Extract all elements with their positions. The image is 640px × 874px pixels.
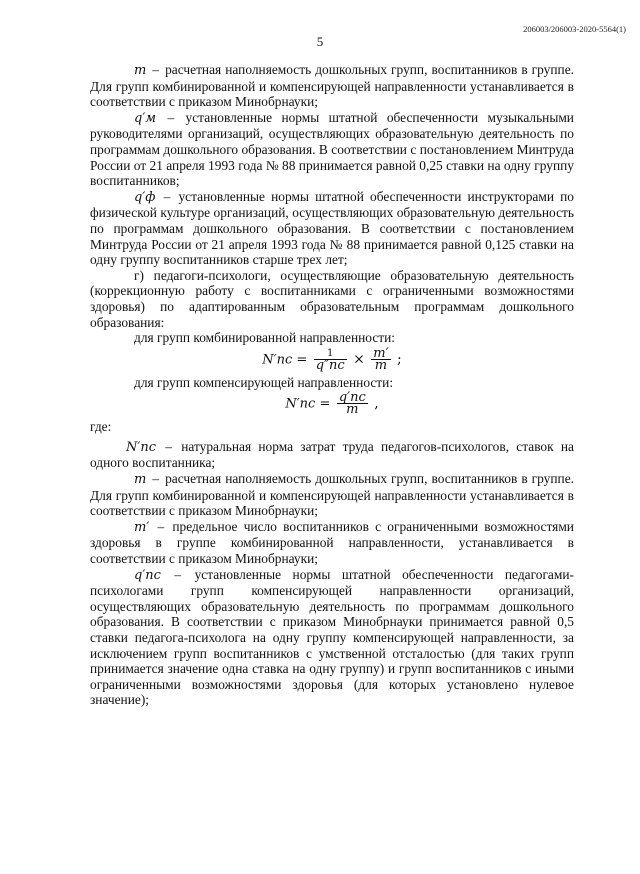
formula1-num1: 1 [314,348,347,360]
dash: – [165,438,172,454]
symbol-qm: q′м [134,110,157,126]
formula2-fraction [337,390,368,418]
symbol-m-2: m [134,472,147,488]
dash: – [174,566,182,582]
symbol-nps: N′пс [126,439,156,455]
paragraph-item-g: г) педагоги-психологи, осуществляющие образовательную деятельность (коррекционную работу с воспитанниками с ограниченными возможностями здоровья) по адаптированным образовательным программам дошкольного образования: [90,267,574,330]
paragraph-m-prime-definition [90,519,574,567]
formula1-fraction-2 [371,345,390,373]
qm-definition-text: установленные нормы штатной обеспеченности музыкальными руководителями организаций, осуществляющих образовательную деятельность по программам дошкольного образования. В соответствии с постановлением Минтруда России от 21 апреля 1993 года № 88 принимается равной 0,25 ставки на одну группу воспитанников; [90,109,574,189]
paragraph-qm-definition [90,110,574,189]
document-body [90,62,574,708]
symbol-qf: q′ф [134,189,156,205]
paragraph-nps-definition [90,439,574,471]
combined-groups-label: для групп комбинированной направленности: [134,330,396,346]
formula1-den1: q″пс [315,357,345,373]
dash: – [152,62,160,77]
formula2-den: m [346,402,359,418]
formula1-num2: m′ [373,345,389,361]
dash: – [163,188,171,204]
m-definition-text-2: расчетная наполняемость дошкольных групп, воспитанников в группе. Для групп комбинированной и компенсирующей направленности устанавливается в соответствии с приказом Минобрнауки; [90,471,574,519]
document-id: 206003/206003-2020-5564(1) [523,24,626,34]
formula1-fraction-1 [314,348,347,371]
formula2-tail: , [374,395,379,412]
formula1-lhs: N′пс = [262,352,308,368]
dash: – [157,518,165,534]
formula2-num: q′пс [338,390,366,406]
paragraph-m-definition-2 [90,471,574,519]
formula1-operator: × [353,351,365,368]
page-number: 5 [316,34,324,49]
m-definition-text: расчетная наполняемость дошкольных групп, воспитанников в группе. Для групп комбинированной и компенсирующей направленности устанавливается в соответствии с приказом Минобрнауки; [90,62,574,110]
m-prime-definition-text: предельное число воспитанников с ограниченными возможностями здоровья в группе комбинированной направленности, устанавливается в соответствии с приказом Минобрнауки; [90,518,574,567]
formula-combined [90,345,574,373]
paragraph-qf-definition [90,189,574,268]
qps-definition-text: установленные нормы штатной обеспеченности педагогами-психологами групп компенсирующей направленности организаций, осуществляющих образовательную деятельность по программам дошкольного образования. В соответствии с приказом Минобрнауки принимается равной 0,5 ставки педагога-психолога на одну группу компенсирующей направленности, за исключением групп воспитанников с умственной отсталостью (для таких групп принимается значение одна ставка на одну группу) и групп воспитанников с иными ограниченными возможностями здоровья (для которых установлено нулевое значение); [90,566,574,708]
symbol-m: m [134,63,147,78]
where-label: где: [90,419,112,435]
dash: – [152,471,160,487]
formula1-den2: m [374,357,388,373]
symbol-m-prime: m′ [134,519,150,535]
paragraph-m-definition [90,62,574,110]
qf-definition-text: установленные нормы штатной обеспеченности инструкторами по физической культуре организаций, осуществляющих образовательную деятельность по программам дошкольного образования. В соответствии с постановлением Минтруда России от 21 апреля 1993 года № 88 принимается равной 0,125 ставки на одну группу воспитанников старше трех лет; [90,188,574,268]
formula-compensating [90,390,574,418]
formula2-lhs: N′пс = [285,396,331,412]
nps-definition-text: натуральная норма затрат труда педагогов-психологов, ставок на одного воспитанника; [90,438,574,471]
symbol-qps: q′пс [134,567,161,583]
dash: – [167,109,175,125]
compensating-groups-label: для групп компенсирующей направленности: [134,374,394,390]
formula1-tail: ; [396,351,402,368]
paragraph-qps-definition [90,567,574,708]
